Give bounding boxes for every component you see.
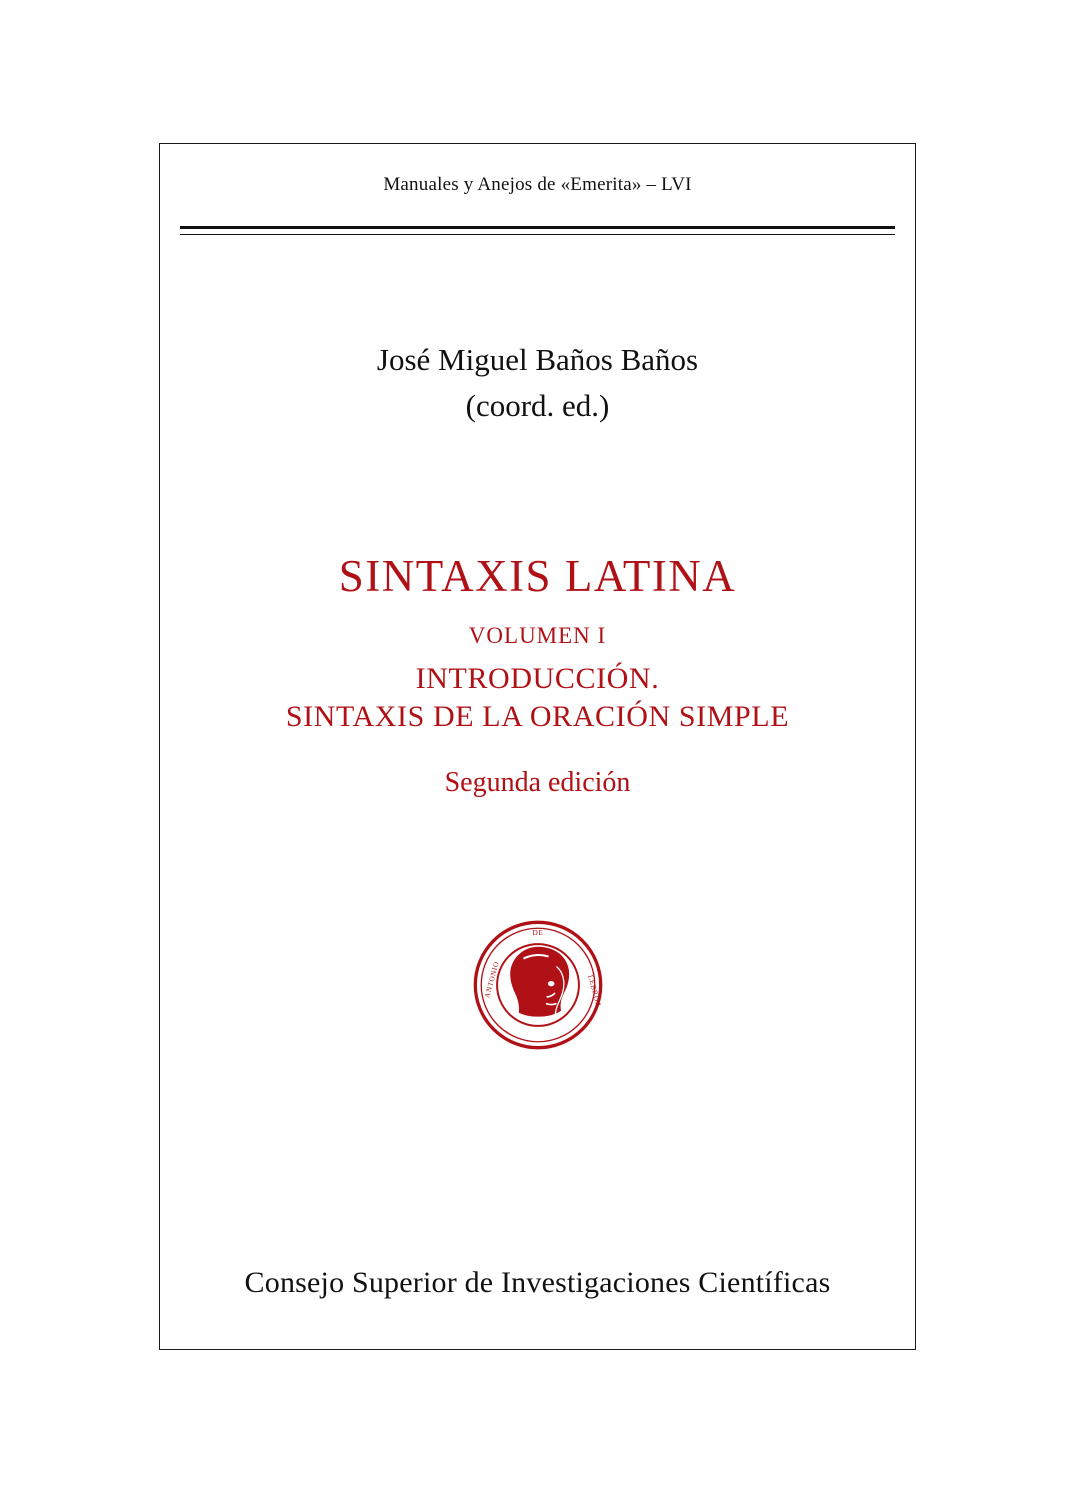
rule-thick [180,226,895,229]
subtitle-line-1: INTRODUCCIÓN. [415,662,660,695]
rule-thin [180,234,895,235]
publisher-name: Consejo Superior de Investigaciones Científicas [244,1266,831,1299]
volume-label: VOLUMEN I [468,623,607,648]
subtitle-line-2: SINTAXIS DE LA ORACIÓN SIMPLE [285,700,790,734]
seal-text-right: LEBRIJA [585,974,603,1009]
csic-seal-icon [472,919,604,1051]
title-block [160,549,915,799]
author-name: José Miguel Baños Baños [376,342,699,377]
series-line: Manuales y Anejos de «Emerita» – LVI [383,174,692,195]
author-block [160,341,915,426]
page-title: SINTAXIS LATINA [338,551,737,601]
edition-label: Segunda edición [444,766,631,798]
logo-container [160,919,915,1051]
seal-text-left: ANTONIO [482,960,501,999]
cover-frame [159,143,916,1350]
header-rules [180,226,895,235]
seal-text-top: DE [532,928,543,937]
author-role: (coord. ed.) [465,387,610,423]
